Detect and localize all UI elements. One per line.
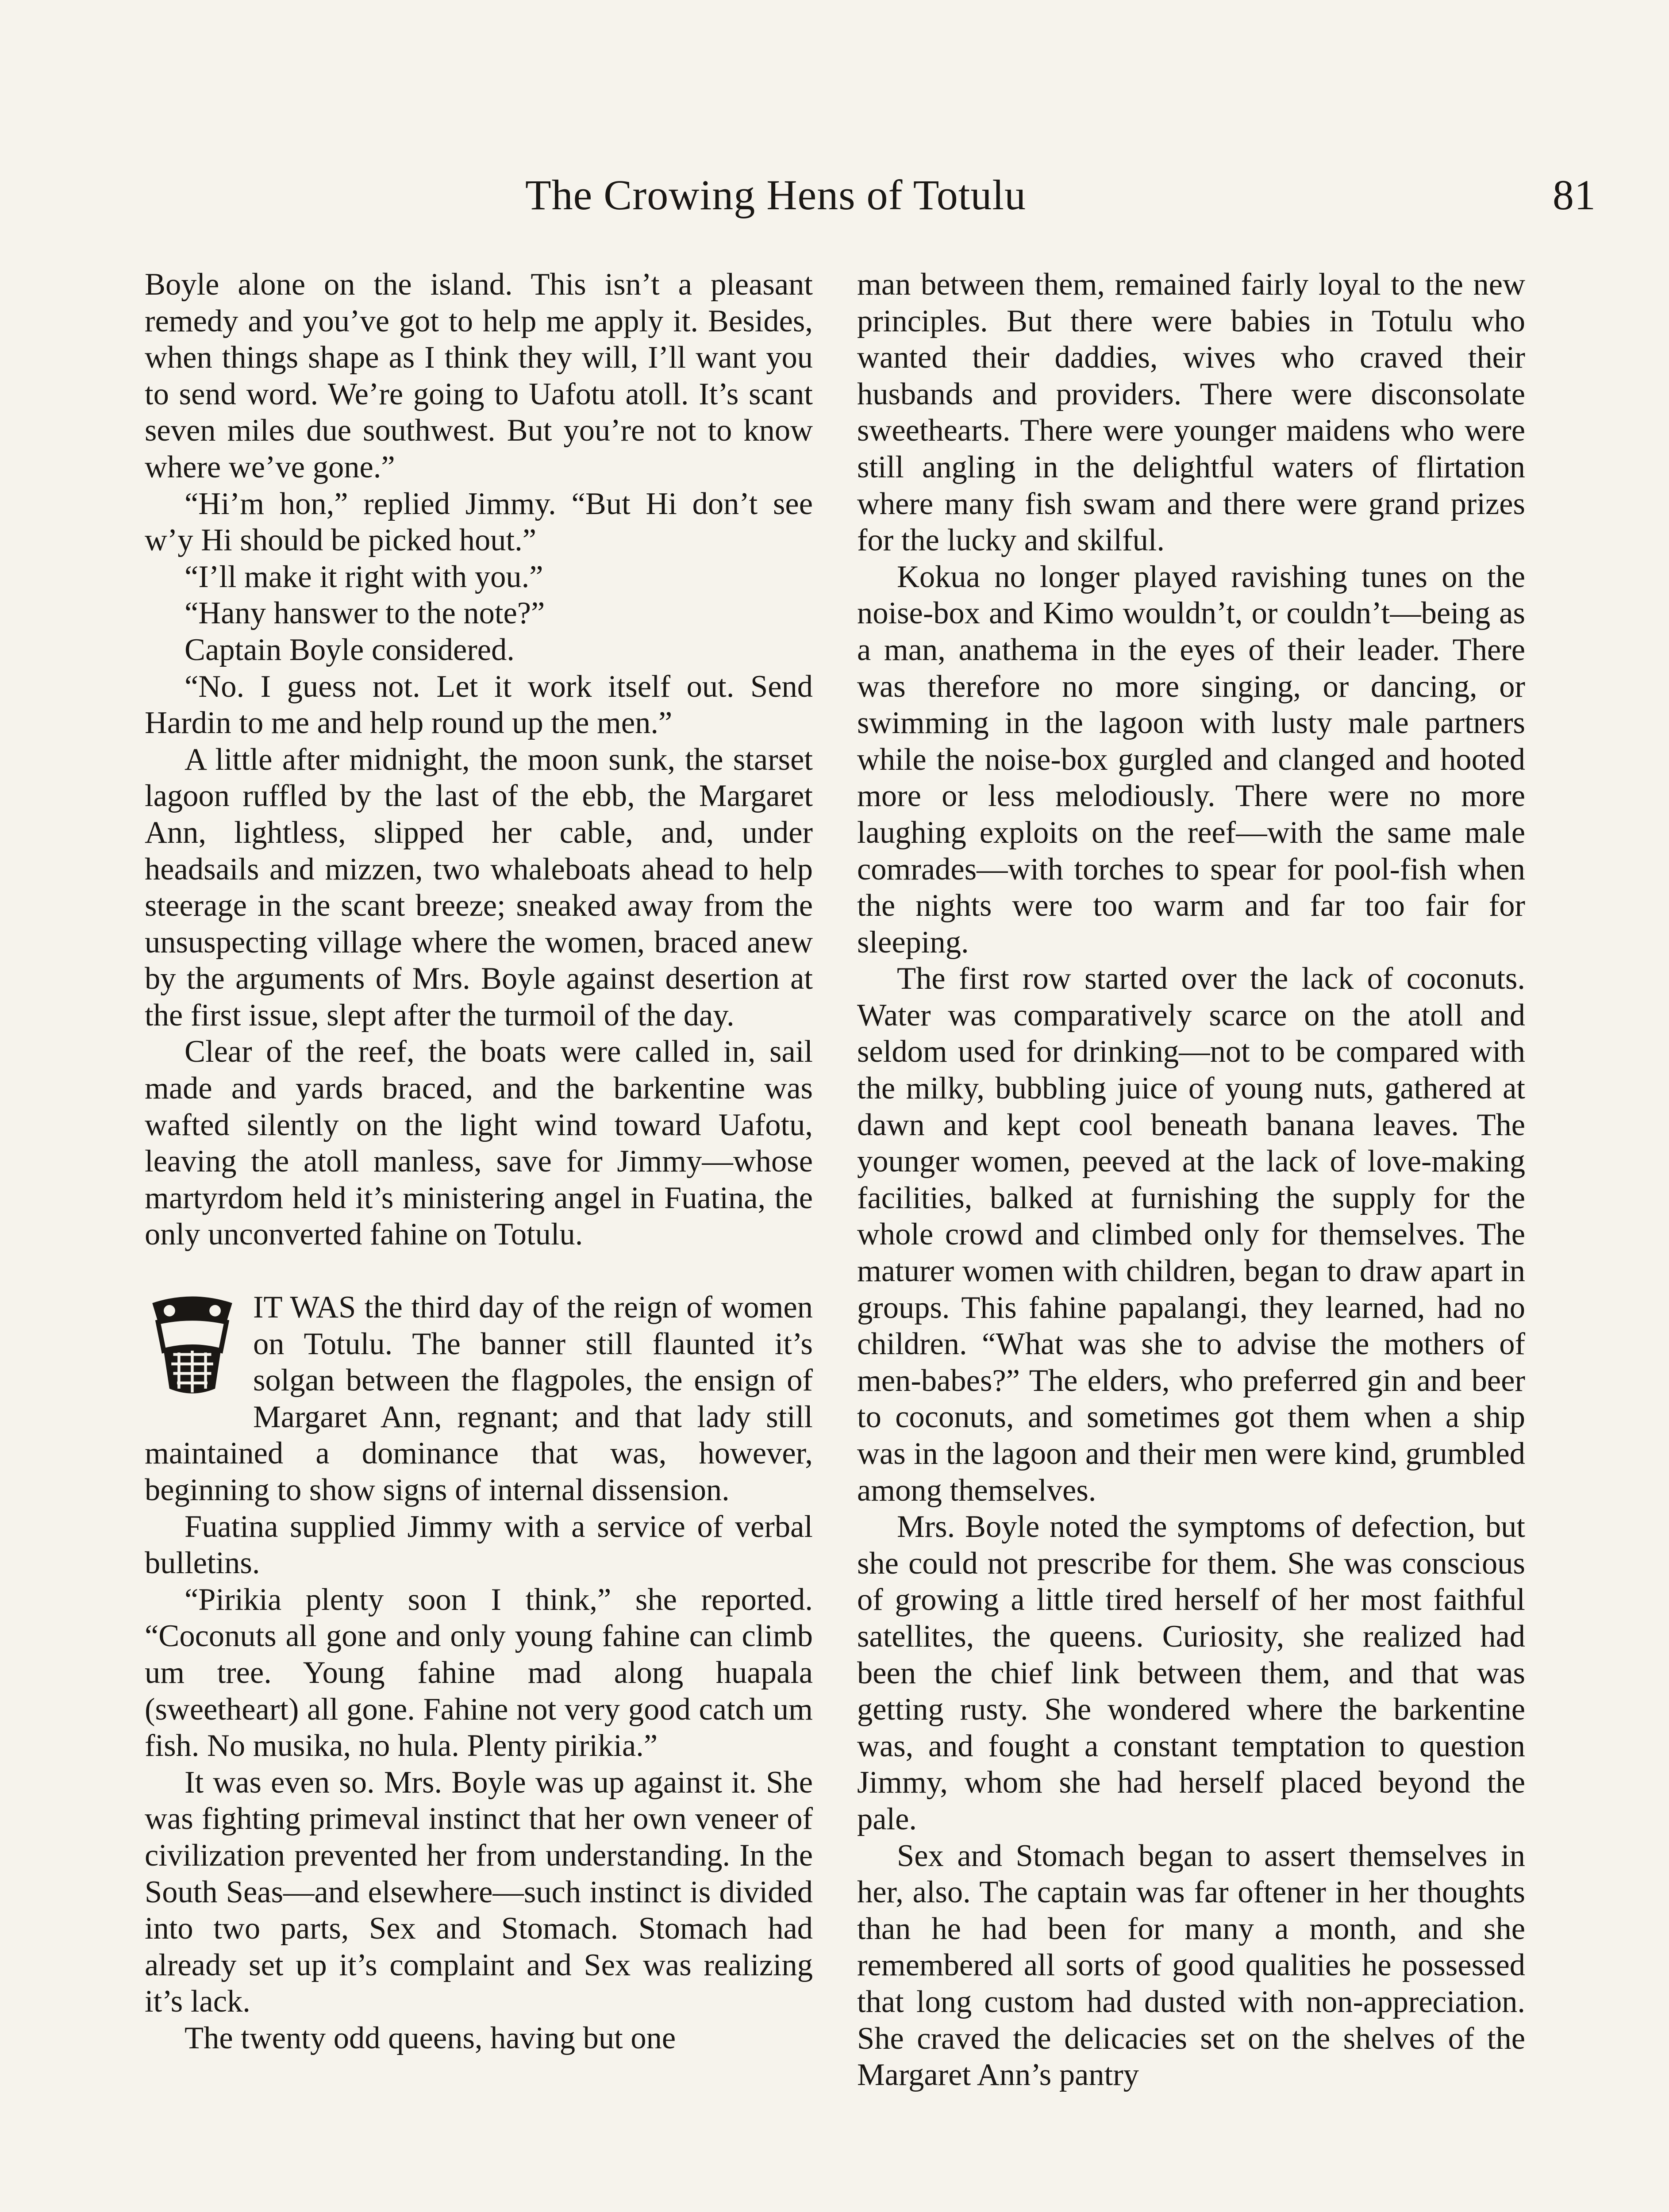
paragraph: Captain Boyle considered. [185,632,515,667]
running-header [525,170,1596,223]
paragraph: Kokua no longer played ravishing tunes on the noise-box and Kimo wouldn’t, or couldn’t—being as a man, anathema in the eyes of their leader. There was therefore no more singing, or dancing, or swimming in the lagoon with lusty male partners while the noise-box gurgled and clanged and hooted more or less melodiously. There were no more laughing exploits on the reef—with the same male comrades—with torches to spear for pool-fish when the nights were too warm and far too fair for sleeping. [857,559,1525,960]
paragraph: “Hi’m hon,” replied Jimmy. “But Hi don’t see w’y Hi should be picked hout.” [145,486,813,558]
left-column [145,266,813,2057]
paragraph: It was even so. Mrs. Boyle was up against it. She was fighting primeval instinct that her own veneer of civilization prevented her from understanding. In the South Seas—and elsewhere—such instinct is divided into two parts, Sex and Stomach. Stomach had already set up it’s complaint and Sex was realizing it’s lack. [145,1765,813,2019]
paragraph: “Hany hanswer to the note?” [185,596,545,631]
paragraph: Mrs. Boyle noted the symptoms of defection, but she could not prescribe for them. She was conscious of growing a little tired herself of her most faithful satellites, the queens. Curiosity, she realized had been the chief link between them, and that was getting rusty. She wondered where the barkentine was, and fought a constant temptation to question Jimmy, whom she had herself placed beyond the pale. [857,1509,1525,1836]
paragraph: A little after midnight, the moon sunk, the starset lagoon ruffled by the last of the ebb, the Margaret Ann, lightless, slipped her cable, and, under headsails and mizzen, two whaleboats ahead to help steerage in the scant breeze; sneaked away from the unsuspecting village where the women, braced anew by the arguments of Mrs. Boyle against desertion at the first issue, slept after the turmoil of the day. [145,742,813,1033]
paragraph: “No. I guess not. Let it work itself out. Send Hardin to me and help round up the men.” [145,669,813,741]
paragraph: “I’ll make it right with you.” [185,559,543,594]
paragraph: IT WAS the third day of the reign of women on Totulu. The banner still flaunted it’s solgan between the flagpoles, the ensign of Margaret Ann, regnant; and that lady still maintained a dominance that was, however, beginning to show signs of internal dissension. [145,1290,813,1507]
page-number: 81 [1553,171,1596,219]
paragraph: The first row started over the lack of coconuts. Water was comparatively scarce on the atoll and seldom used for drinking—not to be compared with the milky, bubbling juice of young nuts, gathered at dawn and kept cool beneath banana leaves. The younger women, peeved at the lack of love-making facilities, balked at furnishing the supply for the whole crowd and climbed only for themselves. The maturer women with children, began to draw apart in groups. This fahine papalangi, they learned, had no children. “What was she to advise the mothers of men-babes?” The elders, who preferred gin and beer to coconuts, and sometimes got them when a ship was in the lagoon and their men were kind, grumbled among themselves. [857,961,1525,1508]
paragraph: man between them, remained fairly loyal to the new principles. But there were babies in Totulu who wanted their daddies, wives who craved their husbands and providers. There were disconsolate sweethearts. There were younger maidens who were still angling in the delightful waters of flirtation where many fish swam and there were grand prizes for the lucky and skilful. [857,267,1525,558]
section-opening [145,1289,813,1509]
paragraph: Fuatina supplied Jimmy with a service of verbal bulletins. [145,1509,813,1581]
paragraph: The twenty odd queens, having but one [185,2020,676,2055]
header-title: The Crowing Hens of Totulu [525,171,1027,219]
pot-of-flowers-icon [145,1294,240,1402]
right-column [857,266,1525,2093]
paragraph: Sex and Stomach began to assert themselves in her, also. The captain was far oftener in her thoughts than he had been for many a month, and she remembered all sorts of good qualities he possessed that long custom had dusted with non-appreciation. She craved the delicacies set on the shelves of the Margaret Ann’s pantry [857,1838,1525,2093]
paragraph: “Pirikia plenty soon I think,” she reported. “Coconuts all gone and only young fahine can climb um tree. Young fahine mad along huapala (sweetheart) all gone. Fahine not very good catch um fish. No musika, no hula. Plenty pirikia.” [145,1582,813,1763]
paragraph: Boyle alone on the island. This isn’t a pleasant remedy and you’ve got to help me apply it. Besides, when things shape as I think they will, I’ll want you to send word. We’re going to Uafotu atoll. It’s scant seven miles due southwest. But you’re not to know where we’ve gone.” [145,267,813,484]
paragraph: Clear of the reef, the boats were called in, sail made and yards braced, and the barkentine was wafted silently on the light wind toward Uafotu, leaving the atoll manless, save for Jimmy—whose martyrdom held it’s ministering angel in Fuatina, the only unconverted fahine on Totulu. [145,1034,813,1252]
